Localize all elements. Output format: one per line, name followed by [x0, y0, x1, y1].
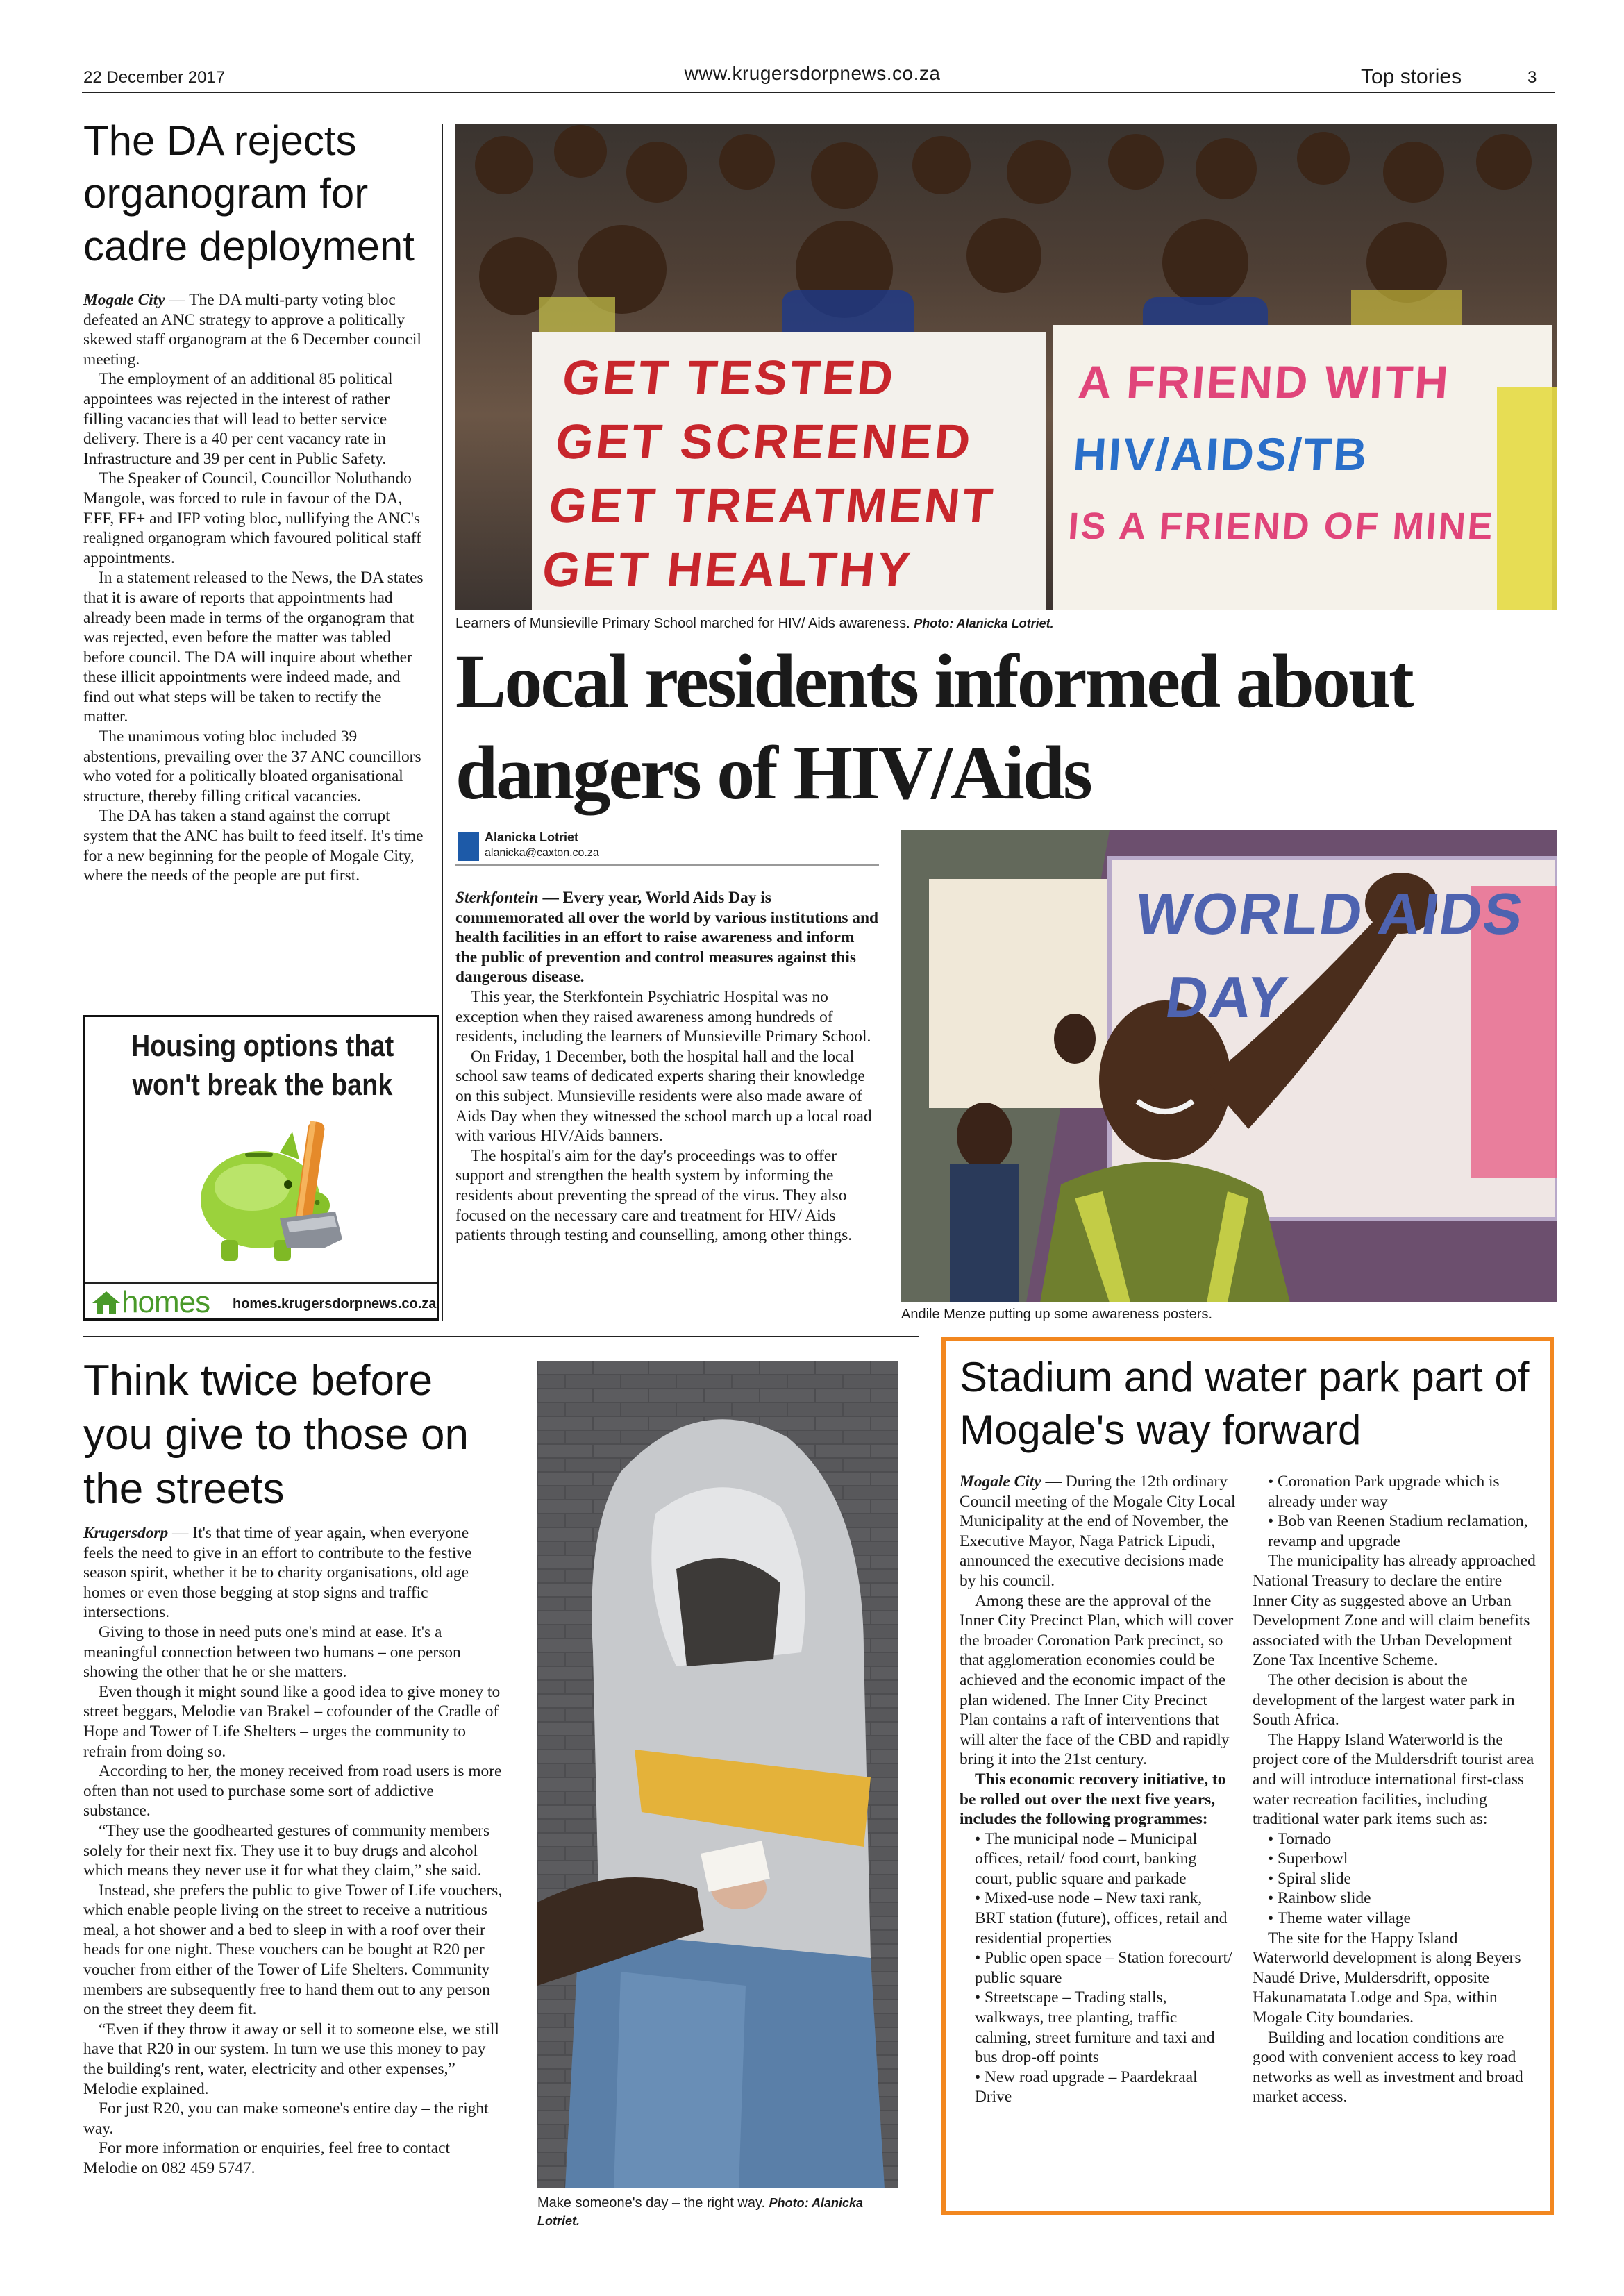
hiv-paragraph: The hospital's aim for the day's proceedings was to offer support and strengthen the health system by informing the residents about preventing the spread of the virus. They also focused on the necessary care and treatment for HIV/ Aids patients through testing and counselling, among other things.	[455, 1146, 853, 1245]
stadium-list-item: • Superbowl	[1268, 1850, 1348, 1868]
page-number: 3	[1527, 68, 1537, 87]
homes-advert[interactable]	[83, 1015, 439, 1321]
da-paragraph: The employment of an additional 85 political appointees was rejected in the interest of rather filling vacancies that will lead to better service delivery. There is a 40 per cent vacancy rate in Infrastructure and 39 per cent in Public Safety.	[83, 370, 393, 468]
hammer-icon	[259, 1100, 370, 1267]
da-dateline: Mogale City	[83, 291, 165, 309]
byline-name: Alanicka Lotriet	[485, 830, 579, 844]
da-paragraph: The Speaker of Council, Councillor Noluthando Mangole, was forced to rule in favour of the DA, EFF, FF+ and IFP voting bloc, nullifying the ANC's realigned organogram which favoured political staff appointments.	[83, 469, 421, 567]
hiv-paragraph: This year, the Sterkfontein Psychiatric Hospital was no exception when they raised awareness among hundreds of residents, including the learners of Munsieville Primary School.	[455, 987, 871, 1046]
da-paragraph: — The DA multi-party voting bloc defeated an ANC strategy to approve a politically skewed staff organogram at the 6 December council meeting.	[83, 291, 421, 369]
streets-paragraph: Even though it might sound like a good idea to give money to street beggars, Melodie van Brakel – cofounder of the Cradle of Hope and Tower of Life Shelters – urges the community to refrain from doing so.	[83, 1682, 501, 1761]
stadium-list-item: • The municipal node – Municipal offices, retail/ food court, banking court, public square and parkade	[975, 1829, 1198, 1888]
ad-url[interactable]: homes.krugersdorpnews.co.za	[233, 1296, 437, 1312]
streets-paragraph: For more information or enquiries, feel free to contact Melodie on 082 459 5747.	[83, 2139, 450, 2177]
sign-line: IS A FRIEND OF MINE	[1066, 505, 1496, 547]
streets-paragraph: — It's that time of year again, when everyone feels the need to give in an effort to contribute to the festive season spirit, whether it be to charity organisations, old age homes or even those begging at stop signs and traffic intersections.	[83, 1524, 472, 1622]
caption-text: Make someone's day – the right way.	[537, 2195, 766, 2211]
march-photo-caption	[455, 614, 1219, 632]
sign-line: GET HEALTHY	[539, 542, 916, 596]
stadium-paragraph: The other decision is about the development of the largest water park in South Africa.	[1253, 1670, 1515, 1729]
stadium-paragraph: This economic recovery initiative, to be rolled out over the next five years, includes the following programmes:	[960, 1770, 1226, 1829]
stadium-list-item: • Rainbow slide	[1268, 1889, 1371, 1908]
stadium-list-item: • New road upgrade – Paardekraal Drive	[975, 2068, 1198, 2106]
photo-credit: Photo: Alanicka Lotriet.	[914, 617, 1054, 630]
streets-paragraph: According to her, the money received from road users is more often than not used to purchase some sort of addictive substance.	[83, 1762, 502, 1820]
march-photo	[455, 124, 1557, 610]
stadium-col2	[1253, 1472, 1537, 2107]
website-url[interactable]: www.krugersdorpnews.co.za	[684, 62, 941, 84]
streets-article-body	[83, 1523, 503, 2179]
da-paragraph: In a statement released to the News, the DA states that it is aware of reports that appointments had already been made in terms of the organogram that was rejected, even before the matter was tabled before council. The DA will inquire about whether these illicit appointments were indeed made, and find out what steps will be taken to rectify the matter.	[83, 569, 424, 726]
da-paragraph: The unanimous voting bloc included 39 abstentions, prevailing over the 37 ANC councillors who voted for a politically bloated organisational structure, thereby filling critical vacancies.	[83, 728, 421, 805]
stadium-list-item: • Bob van Reenen Stadium reclamation, revamp and upgrade	[1268, 1512, 1528, 1550]
ad-bottom-rule	[85, 1282, 437, 1284]
sign-right-text	[1066, 346, 1546, 562]
streets-paragraph: Giving to those in need puts one's mind at ease. It's a meaningful connection between two humans – one person showing the other that he or she matters.	[83, 1623, 461, 1682]
stadium-list-item: • Streetscape – Trading stalls, walkways, tree planting, traffic calming, street furniture and taxi and bus drop-off points	[975, 1988, 1215, 2067]
hiv-paragraph: On Friday, 1 December, both the hospital hall and the local school saw teams of dedicated experts sharing their knowledge on this subject. Munsieville residents were also made aware of Aids Day when they witnessed the school march up a local road with various HIV/Aids banners.	[455, 1047, 872, 1146]
streets-dateline: Krugersdorp	[83, 1524, 169, 1542]
sign-line: HIV/AIDS/TB	[1071, 428, 1371, 480]
hiv-headline: Local residents informed about dangers of HIV/Aids	[455, 639, 1412, 815]
header-rule	[82, 92, 1555, 93]
stadium-paragraph: The site for the Happy Island Waterworld development is along Beyers Naudé Drive, Muldersdrift, opposite Hakunamatata Lodge and Spa, within Mogale City boundaries.	[1253, 1929, 1521, 2027]
stadium-col1	[960, 1472, 1236, 2107]
stadium-paragraph: Building and location conditions are good with convenient access to key road networks as well as investment and broad market access.	[1253, 2028, 1523, 2106]
column-divider-left	[442, 124, 443, 1321]
poster-text	[1119, 872, 1530, 1039]
streets-paragraph: For just R20, you can make someone's entire day – the right way.	[83, 2100, 489, 2138]
byline-email[interactable]: alanicka@caxton.co.za	[485, 847, 599, 859]
sign-line: GET SCREENED	[553, 414, 976, 469]
stadium-paragraph: The Happy Island Waterworld is the project core of the Muldersdrift tourist area and will introduce international first-class water recreation facilities, including traditional water park items such as:	[1253, 1730, 1534, 1829]
byline-rule	[455, 864, 879, 866]
stadium-paragraph: The municipality has already approached National Treasury to declare the entire Inner City as suggested above an Urban Development Zone and will claim benefits associated with the Urban Development Zone Tax Incentive Scheme.	[1253, 1552, 1536, 1670]
section-label: Top stories	[1361, 65, 1462, 88]
hiv-lead: — Every year, World Aids Day is commemorated all over the world by various institutions and health facilities in an effort to raise awareness and inform the public of prevention and control measures against this dangerous disease.	[455, 889, 879, 987]
streets-headline: Think twice before you give to those on the streets	[83, 1357, 469, 1513]
stadium-paragraph: Among these are the approval of the Inner City Precinct Plan, which will cover the broader Coronation Park precinct, so that agglomeration economies could be achieved and the economic impact of the plan widened. The Inner City Precinct Plan contains a raft of interventions that will alter the face of the CBD and rapidly bring it into the 21st century.	[960, 1591, 1234, 1769]
poster-line: DAY	[1161, 964, 1293, 1030]
caption-text: Learners of Munsieville Primary School marched for HIV/ Aids awareness.	[455, 616, 910, 631]
sign-line: A FRIEND WITH	[1076, 356, 1453, 408]
ad-headline: Housing options that won't break the bank	[131, 1029, 394, 1102]
stadium-list-item: • Tornado	[1268, 1829, 1332, 1848]
stadium-list-item: • Mixed-use node – New taxi rank, BRT station (future), offices, retail and residential properties	[975, 1889, 1228, 1947]
poster-photo-caption: Andile Menze putting up some awareness posters.	[901, 1307, 1213, 1322]
stadium-list-item: • Public open space – Station forecourt/ public square	[975, 1949, 1232, 1987]
streets-paragraph: “Even if they throw it away or sell it to someone else, we still have that R20 in our system. In turn we use this money to pay the building's rent, water, electricity and other expenses,” Melodie explained.	[83, 2020, 499, 2098]
sign-left-text	[539, 346, 1053, 601]
hoodie-photo-caption	[537, 2194, 898, 2230]
stadium-list-item: • Coronation Park upgrade which is already under way	[1268, 1473, 1500, 1511]
streets-paragraph: Instead, she prefers the public to give Tower of Life vouchers, which enable people living on the street to receive a nutritious meal, a hot shower and a bed to sleep in with a roof over their heads for one night. These vouchers can be bought at R20 per voucher from either of the Tower of Life Shelters. Community members are subsequently free to hand them out to any person on the street they deem fit.	[83, 1881, 503, 2019]
poster-photo	[901, 830, 1557, 1302]
sign-line: GET TESTED	[560, 351, 899, 405]
byline-marker	[458, 832, 479, 861]
homes-logo: homes	[122, 1285, 210, 1319]
hiv-dateline: Sterkfontein	[455, 889, 539, 907]
hiv-article-body	[455, 888, 879, 1246]
hoodie-photo	[537, 1361, 898, 2188]
poster-line: WORLD AIDS	[1131, 881, 1529, 946]
page-date: 22 December 2017	[83, 68, 226, 87]
house-icon	[90, 1289, 123, 1316]
da-headline: The DA rejects organogram for cadre deployment	[83, 117, 415, 269]
sign-line: GET TREATMENT	[546, 478, 998, 533]
photo-credit: Photo: Alanicka Lotriet.	[537, 2196, 863, 2228]
stadium-headline: Stadium and water park part of Mogale's way forward	[960, 1354, 1530, 1453]
stadium-paragraph: — During the 12th ordinary Council meeting of the Mogale City Local Municipality at the end of November, the Executive Mayor, Naga Patrick Lipudi, announced the executive decisions made by his council.	[960, 1473, 1236, 1590]
stadium-list-item: • Spiral slide	[1268, 1869, 1351, 1888]
da-article-body	[83, 290, 424, 886]
streets-paragraph: “They use the goodhearted gestures of community members solely for their next fix. They use it to buy drugs and alcohol which means they never use it for what they claim,” she said.	[83, 1821, 490, 1880]
stadium-dateline: Mogale City	[960, 1473, 1041, 1491]
section-rule	[83, 1336, 919, 1337]
da-paragraph: The DA has taken a stand against the corrupt system that the ANC has built to feed itself. It's time for a new beginning for the people of Mogale City, where the needs of the people are put first.	[83, 807, 424, 885]
stadium-list-item: • Theme water village	[1268, 1909, 1411, 1928]
